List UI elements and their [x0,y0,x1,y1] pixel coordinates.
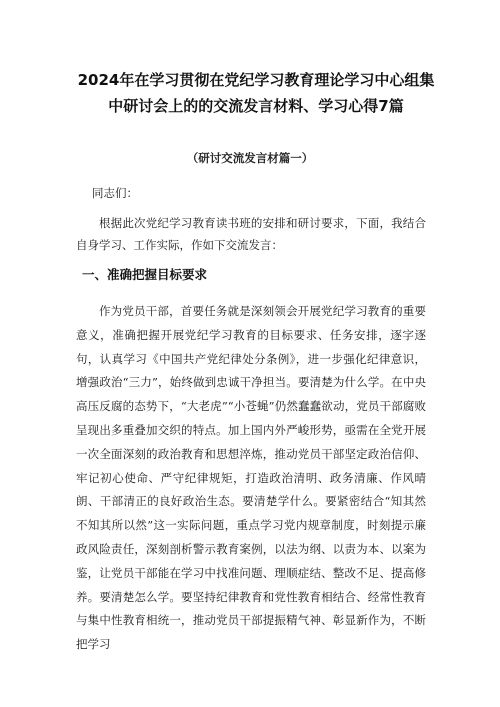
document-title [56,68,456,118]
title-line-2: 中研讨会上的的交流发言材料、学习心得7篇 [108,97,404,115]
salutation: 同志们： [92,186,138,200]
section-heading: 一、准确把握目标要求 [82,267,208,282]
intro-paragraph: 根据此次党纪学习教育读书班的安排和研讨要求，下面，我结合自身学习、工作实际，作如下交流发言： [76,216,426,252]
title-line-1: 2024年在学习贯彻在党纪学习教育理论学习中心组集 [77,71,435,89]
document-subtitle: （研讨交流发言材篇一） [186,151,314,165]
section-body-paragraph: 作为党员干部，首要任务就是深刻领会开展党纪学习教育的重要意义，准确把握开展党纪学习教育的目标要求、任务安排，逐字逐句，认真学习《中国共产党纪律处分条例》，进一步强化纪律意识，增强政治“三力”，始终做到忠诚干净担当。要清楚为什么学。在中央高压反腐的态势下，“大老虎”“小苍蝇”仍然蠢蠢欲动，党员干部腐败呈现出多重叠加交织的特点。加上国内外严峻形势，亟需在全党开展一次全面深刻的政治教育和思想淬炼，推动党员干部坚定政治信仰、牢记初心使命、严守纪律规矩，打造政治清明、政务清廉、作风晴朗、干部清正的良好政治生态。要清楚学什么。要紧密结合“知其然不知其所以然”这一实际问题，重点学习党内规章制度，时刻提示廉政风险责任，深刻剖析警示教育案例，以法为纲、以责为本、以案为鉴，让党员干部能在学习中找准问题、理顺症结、整改不足、提高修养。要清楚怎么学。要坚持纪律教育和党性教育相结合、经常性教育与集中性教育相统一，推动党员干部提振精气神、彰显新作为，不断把学习 [76,304,426,652]
